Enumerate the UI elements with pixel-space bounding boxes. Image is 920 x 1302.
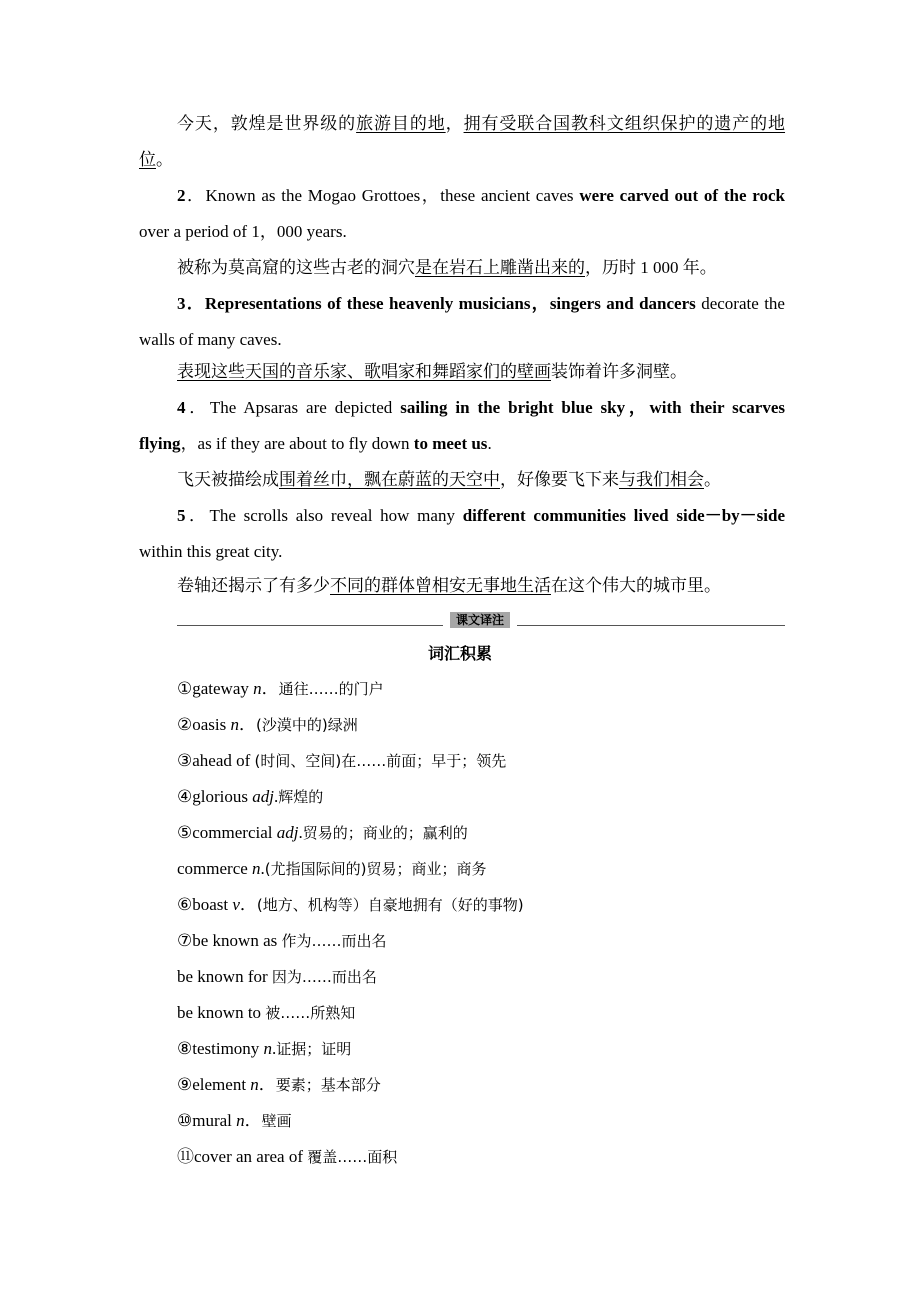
vocab-pos: n: [230, 715, 239, 734]
text: .: [487, 434, 492, 453]
vocab-meaning: (时间、空间)在……前面；早于；领先: [254, 752, 507, 770]
vocab-item: [177, 1031, 351, 1067]
text: over a period of 1，000 years.: [139, 222, 347, 241]
text: 飞天被描绘成: [177, 470, 279, 489]
text: 被称为莫高窟的这些古老的洞穴: [177, 258, 415, 277]
vocab-pos: n: [252, 859, 261, 878]
section-banner: [443, 612, 517, 628]
underlined-phrase: 表现这些天国的音乐家、歌唱家和舞蹈家们的壁画: [177, 362, 551, 381]
vocab-pos: n: [236, 1111, 245, 1130]
vocab-pos: adj: [252, 787, 274, 806]
sentence-number: 2: [177, 186, 186, 205]
vocab-punct: ．: [239, 715, 256, 734]
vocab-item: [177, 1139, 397, 1175]
underlined-phrase: 不同的群体曾相安无事地生活: [330, 576, 551, 595]
vocab-term: ⑩mural: [177, 1111, 237, 1130]
underlined-phrase: 与我们相会: [619, 470, 704, 489]
text: 。: [704, 470, 721, 489]
vocab-item: [177, 779, 323, 815]
underlined-phrase: 拥有受联合国教科文组织保护的遗产的地位: [139, 114, 786, 169]
text: ，好像要飞下来: [500, 470, 619, 489]
text: decorate the walls of many caves.: [139, 294, 785, 349]
text: 在这个伟大的城市里。: [551, 576, 721, 595]
vocab-meaning: 因为……而出名: [271, 968, 377, 986]
vocab-term: ⑨element: [177, 1075, 251, 1094]
sentence-2-cn: [177, 250, 717, 286]
section-banner-label: 课文译注: [450, 612, 510, 628]
vocab-pos: v: [232, 895, 240, 914]
vocab-punct: ．: [239, 895, 257, 914]
vocab-item: [177, 1103, 292, 1139]
vocab-term: ⑧testimony: [177, 1039, 264, 1058]
text: 。: [156, 150, 173, 169]
key-phrase: ．Representations of these heavenly musicians，singers and dancers: [185, 294, 696, 313]
sentence-3-en: [139, 286, 785, 358]
vocab-term: ⑥boast: [177, 895, 233, 914]
vocab-punct: .: [298, 823, 303, 842]
key-phrase: were carved out of the rock: [579, 186, 785, 205]
vocab-meaning: 辉煌的: [278, 788, 324, 806]
vocab-meaning: (沙漠中的)绿洲: [256, 716, 358, 734]
vocab-punct: ．: [244, 1111, 262, 1130]
sentence-number: 4: [177, 398, 186, 417]
vocab-term: ⑦be known as: [177, 931, 282, 950]
vocab-item: [177, 887, 524, 923]
text: within this great city.: [139, 542, 283, 561]
text: 今天，敦煌是世界级的: [177, 114, 357, 133]
vocab-item: [177, 671, 384, 707]
vocab-pos: n: [250, 1075, 259, 1094]
vocab-term: ⑪cover an area of: [177, 1147, 308, 1166]
key-phrase: sailing in the bright blue sky，with their scarves flying: [139, 398, 785, 453]
vocab-punct: .: [260, 859, 265, 878]
vocab-meaning: 作为……而出名: [281, 932, 387, 950]
vocab-punct: ．: [258, 1075, 276, 1094]
vocab-punct: ．: [261, 679, 279, 698]
text: ．The scrolls also reveal how many: [185, 506, 463, 525]
vocab-meaning: 通往……的门户: [278, 680, 384, 698]
paragraph-1-cn: [139, 106, 785, 178]
vocab-meaning: 覆盖……面积: [307, 1148, 398, 1166]
vocab-pos: adj: [276, 823, 299, 842]
vocab-meaning: (尤指国际间的)贸易；商业；商务: [264, 860, 487, 878]
vocab-heading: 词汇积累: [427, 644, 492, 663]
vocab-meaning: (地方、机构等）自豪地拥有（好的事物): [256, 896, 524, 914]
text: ．Known as the Mogao Grottoes，these ancient caves: [185, 186, 580, 205]
vocab-item: [177, 743, 506, 779]
sentence-4-cn: [177, 462, 721, 498]
vocab-term: ⑤commercial: [177, 823, 277, 842]
vocab-pos: n: [253, 679, 262, 698]
vocab-term: be known to: [177, 1003, 266, 1022]
sentence-number: 5: [177, 506, 186, 525]
vocab-item: [177, 959, 377, 995]
key-phrase: to meet us: [413, 434, 488, 453]
vocab-item: [177, 815, 468, 851]
vocab-term: be known for: [177, 967, 272, 986]
vocab-item: [177, 707, 358, 743]
vocab-term: ①gateway: [177, 679, 254, 698]
text: 卷轴还揭示了有多少: [177, 576, 330, 595]
sentence-2-en: [139, 178, 785, 250]
underlined-phrase: 旅游目的地: [356, 114, 446, 133]
text: ．The Apsaras are depicted: [185, 398, 401, 417]
text: ，: [445, 114, 464, 133]
vocab-item: [177, 1067, 381, 1103]
vocab-punct: .: [273, 787, 279, 806]
vocab-item: [177, 923, 387, 959]
sentence-3-cn: [177, 354, 687, 390]
vocab-meaning: 壁画: [261, 1112, 292, 1130]
vocab-pos: n: [263, 1039, 273, 1058]
sentence-number: 3: [177, 294, 186, 313]
vocab-item: [177, 995, 355, 1031]
key-phrase: different communities lived side－by－side: [462, 506, 785, 525]
vocab-meaning: 贸易的；商业的；赢利的: [302, 824, 468, 842]
sentence-5-en: [139, 498, 785, 570]
vocab-term: commerce: [177, 859, 253, 878]
text: ，as if they are about to fly down: [180, 434, 414, 453]
vocab-meaning: 被……所熟知: [265, 1004, 356, 1022]
text: 装饰着许多洞壁。: [551, 362, 687, 381]
vocab-term: ③ahead of: [177, 751, 255, 770]
sentence-4-en: [139, 390, 785, 462]
vocab-item: [177, 851, 487, 887]
vocab-meaning: 证据；证明: [276, 1040, 352, 1058]
vocab-term: ④glorious: [177, 787, 253, 806]
underlined-phrase: 是在岩石上雕凿出来的: [415, 258, 585, 277]
vocab-meaning: 要素；基本部分: [275, 1076, 381, 1094]
underlined-phrase: 围着丝巾，飘在蔚蓝的天空中: [279, 470, 500, 489]
sentence-5-cn: [177, 568, 721, 604]
vocab-punct: .: [272, 1039, 277, 1058]
vocab-term: ②oasis: [177, 715, 231, 734]
text: ，历时 1 000 年。: [585, 258, 717, 277]
